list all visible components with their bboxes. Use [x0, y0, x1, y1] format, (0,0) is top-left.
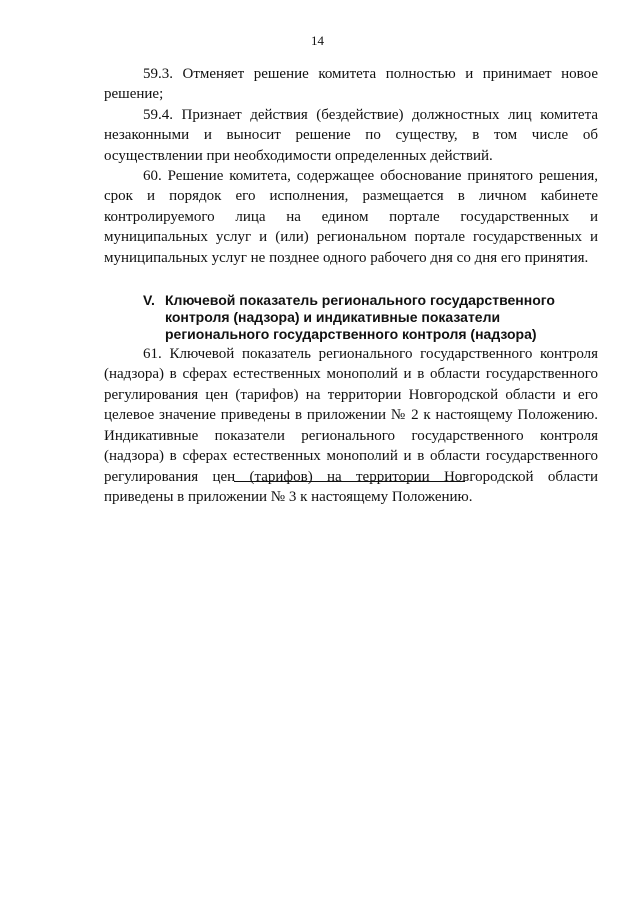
paragraph-59-3: 59.3. Отменяет решение комитета полностью и принимает новое решение; [104, 66, 598, 103]
document-body [104, 64, 598, 507]
end-rule [234, 481, 465, 482]
section-heading [104, 292, 598, 343]
paragraph-59-4: 59.4. Признает действия (бездействие) должностных лиц комитета незаконными и выносит решение по существу, в том числе об осуществлении при необходимости определенных действий. [104, 106, 598, 164]
paragraph-61: 61. Ключевой показатель регионального государственного контроля (надзора) в сферах естественных монополий и в области государственного регулирования цен (тарифов) на территории Новгородской области и его целевое значение приведены в приложении № 2 к настоящему Положению. Индикативные показатели регионального государственного контроля (надзора) в сферах естественных монополий и в области государственного регулирования цен (тарифов) на территории Новгородской области приведены в приложении № 3 к настоящему Положению. [104, 346, 598, 505]
section-number: V. [143, 292, 155, 309]
section-title: Ключевой показатель регионального государственного контроля (надзора) и индикативные показатели регионального государственного контроля (надзора) [165, 292, 555, 343]
page-number: 14 [311, 33, 324, 48]
paragraph-60: 60. Решение комитета, содержащее обоснование принятого решения, срок и порядок его исполнения, размещается в личном кабинете контролируемого лица на едином портале государственных и муниципальных услуг и (или) региональном портале государственных и муниципальных услуг не позднее одного рабочего дня со дня его принятия. [104, 168, 598, 266]
